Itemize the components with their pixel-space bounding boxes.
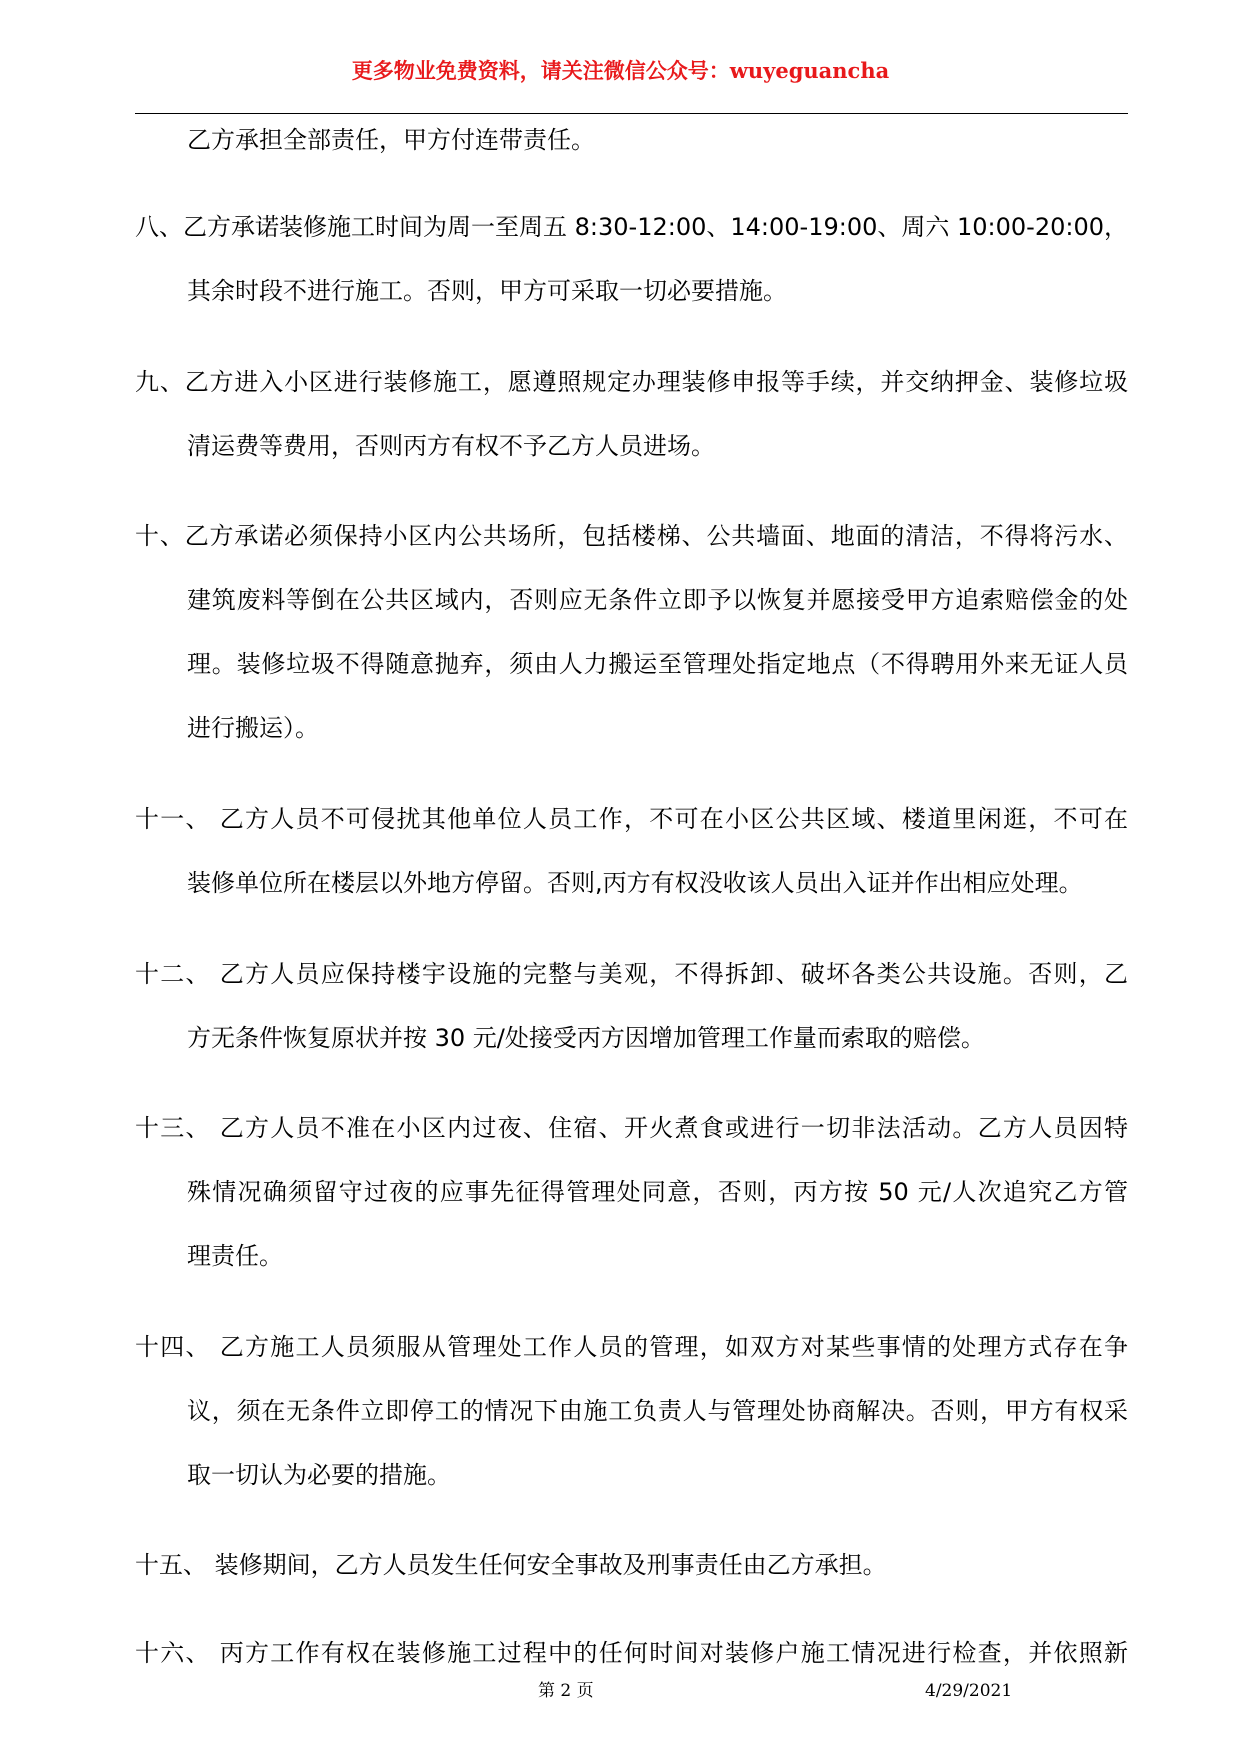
text-line: 十、乙方承诺必须保持小区内公共场所，包括楼梯、公共墙面、地面的清洁，不得将污水、: [135, 522, 1128, 550]
text-line: 理。装修垃圾不得随意抛弃，须由人力搬运至管理处指定地点（不得聘用外来无证人员: [187, 650, 1128, 678]
text-line: 理责任。: [187, 1242, 283, 1270]
page-number: 第 2 页: [538, 1681, 594, 1701]
text-line: 乙方承担全部责任，甲方付连带责任。: [187, 126, 595, 154]
text-line: 进行搬运）。: [187, 714, 319, 742]
text-line: 其余时段不进行施工。否则，甲方可采取一切必要措施。: [187, 277, 787, 305]
footer-date: 4/29/2021: [925, 1681, 1013, 1701]
text-line: 十四、 乙方施工人员须服从管理处工作人员的管理，如双方对某些事情的处理方式存在争: [135, 1333, 1128, 1361]
text-line: 殊情况确须留守过夜的应事先征得管理处同意，否则，丙方按 50 元/人次追究乙方管: [187, 1178, 1128, 1206]
header-notice: 更多物业免费资料，请关注微信公众号：wuyeguancha: [351, 58, 890, 83]
text-line: 装修单位所在楼层以外地方停留。否则,丙方有权没收该人员出入证并作出相应处理。: [187, 869, 1083, 897]
text-line: 十一、 乙方人员不可侵扰其他单位人员工作，不可在小区公共区域、楼道里闲逛，不可在: [135, 805, 1128, 833]
text-line: 清运费等费用，否则丙方有权不予乙方人员进场。: [187, 432, 715, 460]
text-line: 十二、 乙方人员应保持楼宇设施的完整与美观，不得拆卸、破坏各类公共设施。否则，乙: [135, 960, 1128, 988]
text-line: 方无条件恢复原状并按 30 元/处接受丙方因增加管理工作量而索取的赔偿。: [187, 1024, 985, 1052]
text-line: 议，须在无条件立即停工的情况下由施工负责人与管理处协商解决。否则，甲方有权采: [187, 1397, 1128, 1425]
text-line: 十六、 丙方工作有权在装修施工过程中的任何时间对装修户施工情况进行检查，并依照新: [135, 1639, 1128, 1667]
text-line: 取一切认为必要的措施。: [187, 1461, 451, 1489]
text-line: 建筑废料等倒在公共区域内，否则应无条件立即予以恢复并愿接受甲方追索赔偿金的处: [187, 586, 1128, 614]
text-line: 九、乙方进入小区进行装修施工，愿遵照规定办理装修申报等手续，并交纳押金、装修垃圾: [135, 368, 1128, 396]
text-line: 八、乙方承诺装修施工时间为周一至周五 8:30-12:00、14:00-19:00、周六 10:00-20:00，: [135, 213, 1128, 241]
text-line: 十三、 乙方人员不准在小区内过夜、住宿、开火煮食或进行一切非法活动。乙方人员因特: [135, 1114, 1128, 1142]
text-line: 十五、 装修期间，乙方人员发生任何安全事故及刑事责任由乙方承担。: [135, 1551, 887, 1579]
